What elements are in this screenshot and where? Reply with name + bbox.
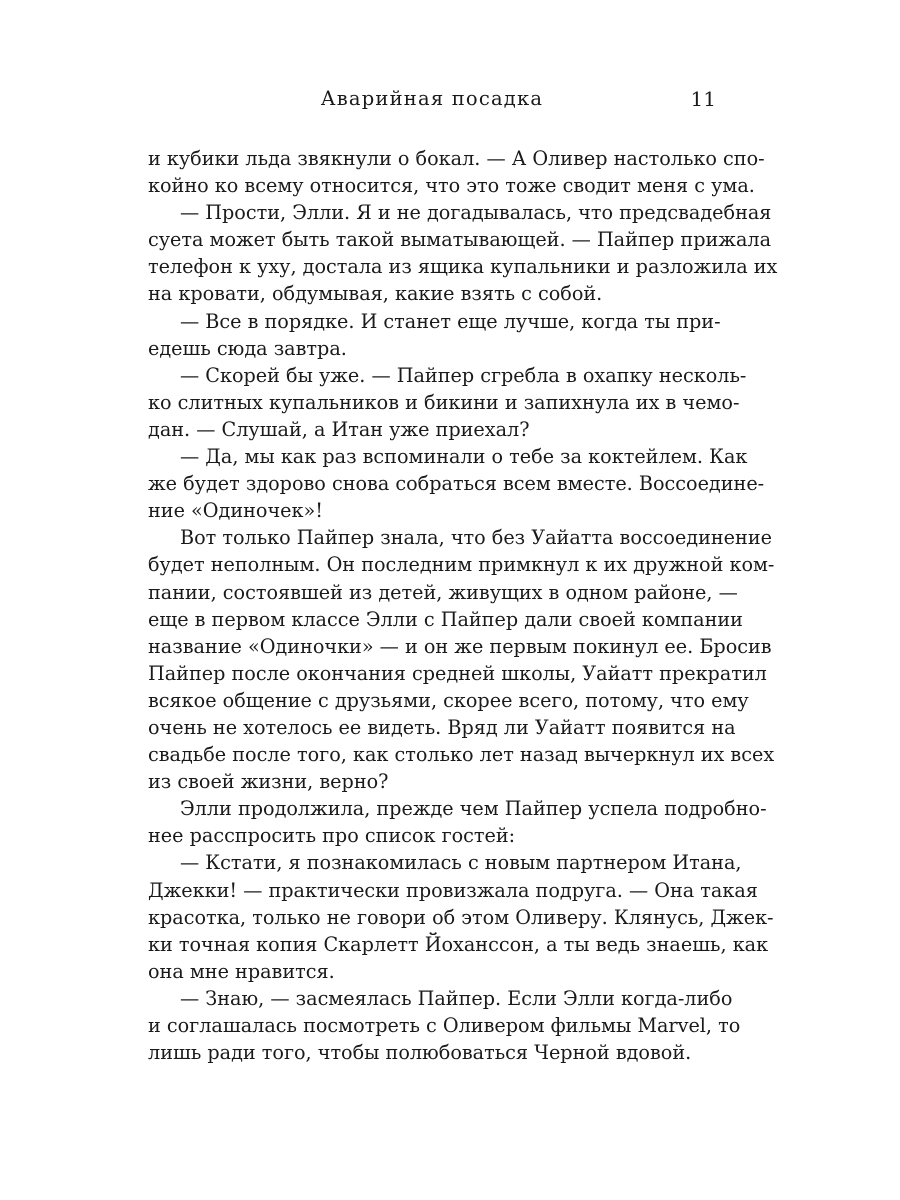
text-line: ние «Одиночек»! [148, 499, 323, 523]
text-line: она мне нравится. [148, 959, 335, 983]
text-line: — Да, мы как раз вспоминали о тебе за коктейлем. Как [180, 445, 748, 469]
text-line: ки точная копия Скарлетт Йоханссон, а ты ведь знаешь, как [148, 932, 769, 956]
text-line: свадьбе после того, как столько лет назад вычеркнул их всех [148, 743, 775, 767]
text-line: Вот только Пайпер знала, что без Уайатта воссоединение [180, 526, 772, 550]
text-line: красотка, только не говори об этом Оливеру. Клянусь, Джек- [148, 905, 774, 929]
text-line: будет неполным. Он последним примкнул к их дружной ком- [148, 553, 775, 577]
chapter-title: Аварийная посадка [320, 87, 544, 110]
text-line: койно ко всему относится, что это тоже сводит меня с ума. [148, 174, 755, 198]
text-line: — Знаю, — засмеялась Пайпер. Если Элли когда-либо [180, 986, 733, 1010]
text-line: ко слитных купальников и бикини и запихнула их в чемо- [148, 390, 740, 414]
text-line: — Все в порядке. И станет еще лучше, когда ты при- [180, 309, 721, 333]
text-line: — Скорей бы уже. — Пайпер сгребла в охапку несколь- [180, 363, 747, 387]
text-line: Пайпер после окончания средней школы, Уайатт прекратил [148, 661, 767, 685]
body-text [148, 145, 778, 1066]
text-line: едешь сюда завтра. [148, 336, 347, 360]
running-header [148, 84, 716, 114]
text-line: еще в первом классе Элли с Пайпер дали своей компании [148, 607, 743, 631]
text-line: Элли продолжила, прежде чем Пайпер успела подробно- [180, 797, 767, 821]
page-number: 11 [690, 87, 716, 111]
text-line: пании, состоявшей из детей, живущих в одном районе, — [148, 580, 738, 604]
text-line: и соглашалась посмотреть с Оливером фильмы Marvel, то [148, 1014, 741, 1037]
text-line: дан. — Слушай, а Итан уже приехал? [148, 417, 530, 441]
text-line: телефон к уху, достала из ящика купальники и разложила их [148, 255, 778, 279]
text-line: всякое общение с друзьями, скорее всего, потому, что ему [148, 688, 749, 712]
text-line: название «Одиночки» — и он же первым покинул ее. Бросив [148, 634, 772, 658]
text-line: Джекки! — практически провизжала подруга. — Она такая [148, 878, 758, 902]
text-line: очень не хотелось ее видеть. Вряд ли Уайатт появится на [148, 715, 736, 739]
text-line: же будет здорово снова собраться всем вместе. Воссоедине- [148, 472, 765, 496]
text-line: нее расспросить про список гостей: [148, 824, 516, 848]
text-line: лишь ради того, чтобы полюбоваться Черной вдовой. [148, 1041, 692, 1065]
text-line: суета может быть такой выматывающей. — Пайпер прижала [148, 228, 772, 252]
text-line: и кубики льда звякнули о бокал. — А Оливер настолько спо- [148, 147, 765, 170]
text-line: — Кстати, я познакомилась с новым партнером Итана, [180, 851, 742, 875]
text-line: из своей жизни, верно? [148, 770, 389, 794]
text-line: на кровати, обдумывая, какие взять с собой. [148, 282, 603, 306]
text-line: — Прости, Элли. Я и не догадывалась, что предсвадебная [180, 201, 772, 225]
